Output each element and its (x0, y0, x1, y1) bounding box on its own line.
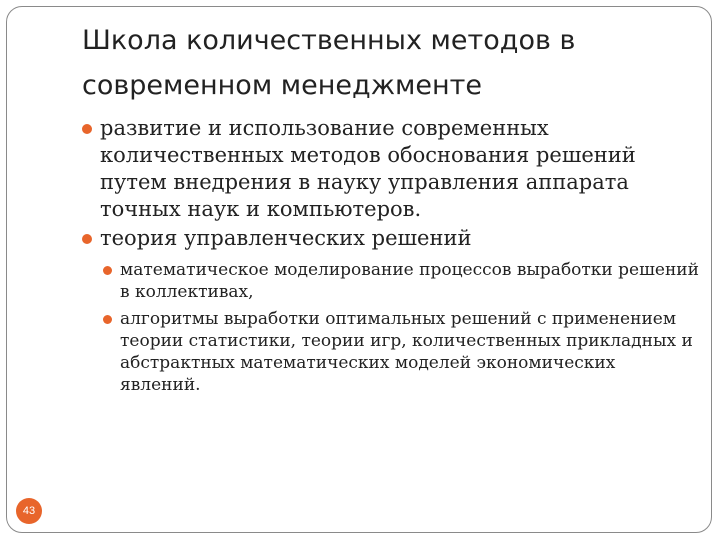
sub-bullet-text: математическое моделирование процессов выработки решений в коллективах, (120, 260, 699, 302)
bullet-text: развитие и использование современных количественных методов обоснования решений путем внедрения в науку управления аппарата точных наук и компьютеров. (100, 116, 636, 221)
title-line-1: Школа количественных методов в (82, 25, 576, 56)
sub-bullet-list (80, 259, 700, 396)
page-number-badge: 43 (16, 498, 42, 524)
bullet-item (80, 115, 700, 223)
bullet-dot-icon (82, 234, 92, 244)
sub-bullet-text: алгоритмы выработки оптимальных решений с применением теории статистики, теории игр, количественных прикладных и абстрактных математических моделей экономических явлений. (120, 309, 693, 395)
sub-bullet-item (100, 259, 700, 303)
bullet-dot-icon (103, 315, 112, 324)
bullet-text: теория управленческих решений (100, 226, 472, 250)
bullet-dot-icon (82, 124, 92, 134)
title-line-2: современном менеджменте (82, 70, 482, 101)
slide-title (82, 18, 662, 108)
bullet-dot-icon (103, 266, 112, 275)
bullet-item (80, 225, 700, 252)
bullet-list (80, 115, 700, 396)
sub-bullet-item (100, 308, 700, 396)
